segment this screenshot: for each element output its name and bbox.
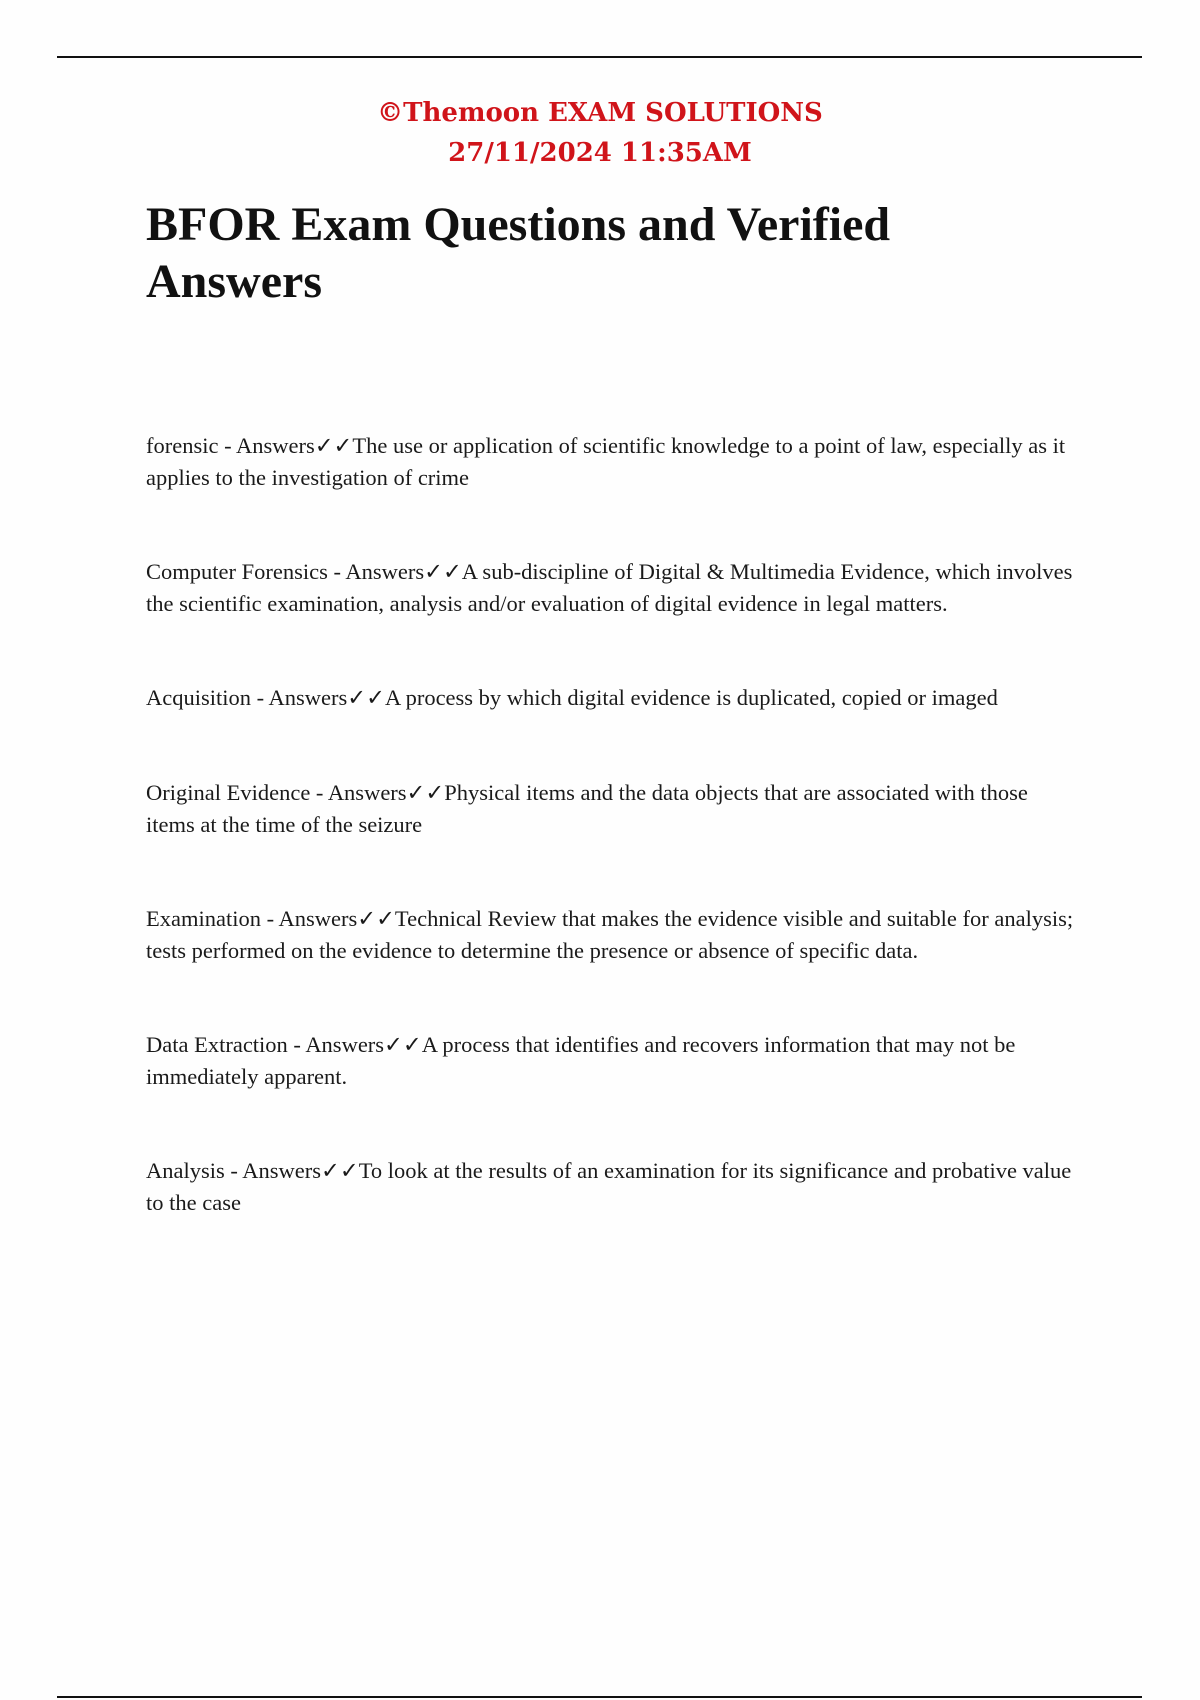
watermark — [0, 93, 1200, 173]
qa-entry-computer-forensics: Computer Forensics - Answers✓✓A sub-discipline of Digital & Multimedia Evidence, which involves the scientific examination, analysis and/or evaluation of digital evidence in legal matters. — [146, 559, 1073, 616]
qa-entry-forensic: forensic - Answers✓✓The use or application of scientific knowledge to a point of law, especially as it applies to the investigation of crime — [146, 433, 1066, 490]
qa-entry-examination: Examination - Answers✓✓Technical Review that makes the evidence visible and suitable for analysis; tests performed on the evidence to determine the presence or absence of specific data. — [146, 906, 1074, 963]
qa-entry-analysis: Analysis - Answers✓✓To look at the results of an examination for its significance and probative value to the case — [146, 1158, 1072, 1215]
watermark-line-1: ©Themoon EXAM SOLUTIONS — [377, 98, 823, 128]
watermark-line-2: 27/11/2024 11:35AM — [448, 138, 752, 168]
top-divider — [57, 56, 1142, 58]
qa-entry-original-evidence: Original Evidence - Answers✓✓Physical items and the data objects that are associated with those items at the time of the seizure — [146, 780, 1028, 837]
qa-list — [146, 430, 1076, 1281]
qa-entry-acquisition: Acquisition - Answers✓✓A process by which digital evidence is duplicated, copied or imaged — [146, 685, 998, 710]
document-title: BFOR Exam Questions and Verified Answers — [146, 198, 891, 308]
qa-entry-data-extraction: Data Extraction - Answers✓✓A process that identifies and recovers information that may not be immediately apparent. — [146, 1032, 1016, 1089]
bottom-divider — [57, 1696, 1142, 1698]
